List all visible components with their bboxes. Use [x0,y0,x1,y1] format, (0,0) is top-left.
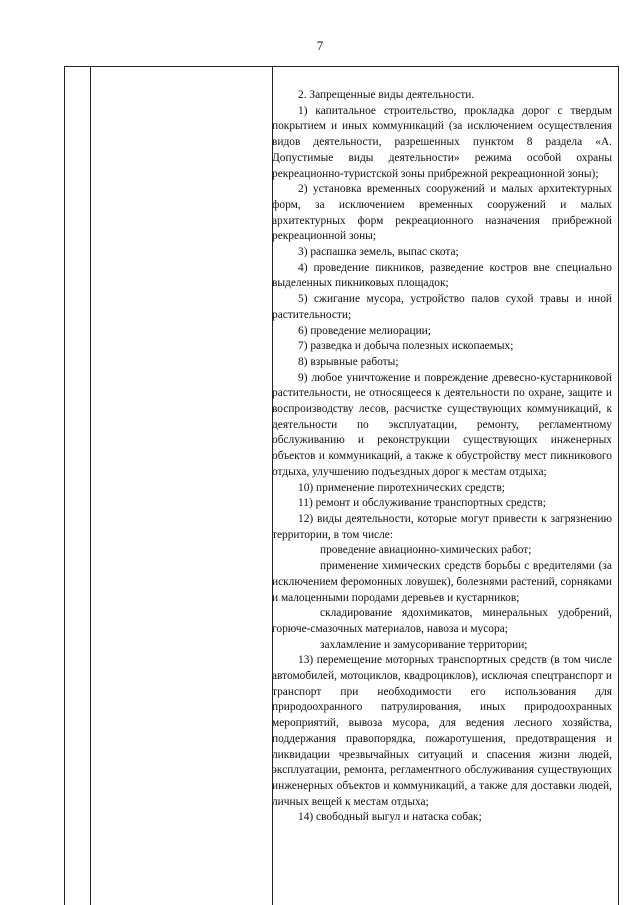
sub-list-item: захламление и замусоривание территории; [320,638,528,651]
list-item: 10) применение пиротехнических средств; [298,481,505,494]
list-item: 14) свободный выгул и натаска собак; [298,811,482,824]
section-heading: 2. Запрещенные виды деятельности. [298,89,475,101]
list-item: 6) проведение мелиорации; [298,324,431,337]
page-number: 7 [316,38,324,53]
table-column-divider [90,67,91,905]
list-item: 13) перемещение моторных транспортных средств (в том числе автомобилей, мотоциклов, квадроциклов), исключая спецтранспорт и транспорт при необходимости его использования для природоохранного патрулирования, иных природоохранных мероприятий, вывоза мусора, для ведения лесного хозяйства, поддержания правопорядка, пожаротушения, предотвращения и ликвидации чрезвычайных ситуаций и спасения жизни людей, эксплуатации, ремонта, регламентного обслуживания существующих инженерных объектов и коммуникаций, а также для доставки людей, личных вещей к местам отдыха; [272,654,612,808]
list-item: 1) капитальное строительство, прокладка дорог с твердым покрытием и иных коммуникаций (за исключением осуществления видов деятельности, разрешенных пунктом 8 раздела «А. Допустимые виды деятельности» режима особой охраны рекреационно-туристской зоны прибрежной рекреационной зоны); [272,104,612,180]
sub-list-item: проведение авиационно-химических работ; [320,544,532,557]
list-item: 5) сжигание мусора, устройство палов сухой травы и иной растительности; [272,293,612,321]
table-cell-content [272,88,612,826]
list-item: 8) взрывные работы; [298,355,399,368]
list-item: 7) разведка и добыча полезных ископаемых; [298,340,514,353]
list-item: 2) установка временных сооружений и малых архитектурных форм, за исключением временных сооружений и малых архитектурных форм рекреационного назначения прибрежной рекреационной зоны; [272,183,612,243]
list-item: 12) виды деятельности, которые могут привести к загрязнению территории, в том числе: [272,512,612,541]
list-item: 11) ремонт и обслуживание транспортных средств; [298,497,546,510]
sub-list-item: складирование ядохимикатов, минеральных удобрений, горюче-смазочных материалов, навоза и мусора; [272,607,612,635]
sub-list-item: применение химических средств борьбы с вредителями (за исключением феромонных ловушек), болезнями растений, сорняками и малоценными породами деревьев и кустарников; [272,560,612,604]
list-item: 9) любое уничтожение и повреждение древесно-кустарниковой растительности, не относящееся к деятельности по охране, защите и воспроизводству лесов, расчистке существующих коммуникаций, к деятельности по эксплуатации, ремонту, регламентному обслуживанию и реконструкции существующих инженерных объектов и коммуникаций, а также к обустройству мест пикникового отдыха, улучшению подъездных дорог к местам отдыха; [272,371,612,478]
list-item: 4) проведение пикников, разведение костров вне специально выделенных пикниковых площадок; [272,261,612,290]
list-item: 3) распашка земель, выпас скота; [298,246,459,259]
